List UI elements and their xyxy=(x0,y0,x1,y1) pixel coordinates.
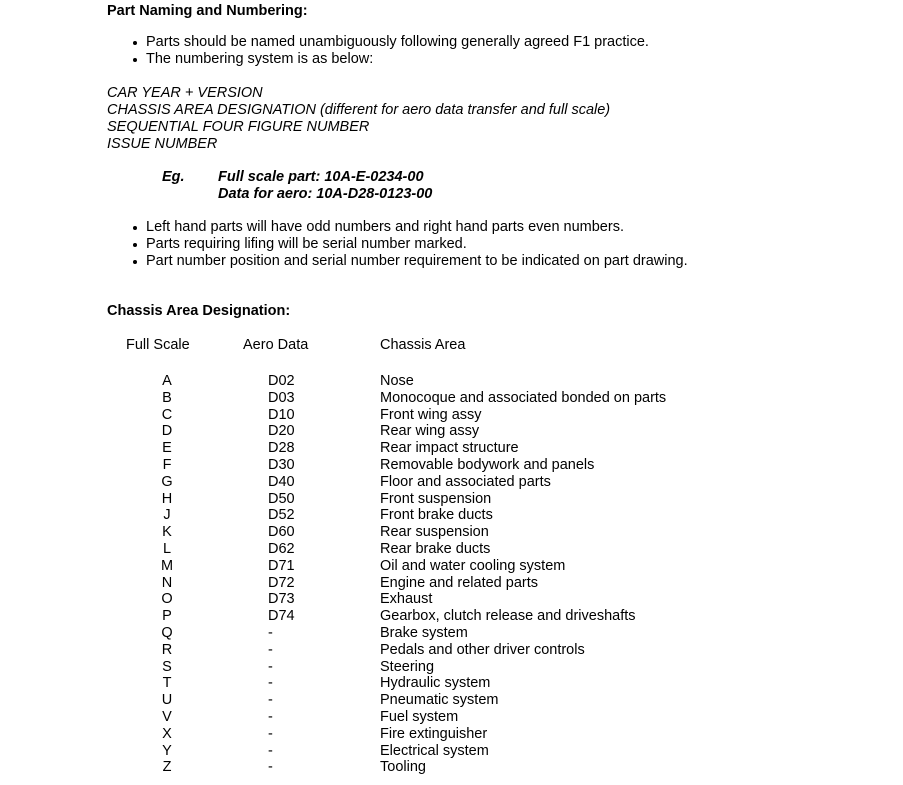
table-row xyxy=(0,507,903,524)
table-row xyxy=(0,474,903,491)
full-scale-cell: L xyxy=(162,540,172,557)
table-row xyxy=(0,491,903,508)
aero-data-cell: D60 xyxy=(268,524,295,541)
table-row xyxy=(0,390,903,407)
full-scale-cell: B xyxy=(162,389,172,406)
table-row xyxy=(0,709,903,726)
table-row xyxy=(0,541,903,558)
aero-data-cell: D28 xyxy=(268,440,295,457)
aero-data-cell: - xyxy=(268,759,273,776)
chassis-area-cell: Monocoque and associated bonded on parts xyxy=(380,389,667,406)
aero-data-cell: D72 xyxy=(268,574,295,591)
page-title: Part Naming and Numbering: xyxy=(107,3,308,19)
bullet-text: Parts requiring lifing will be serial number marked. xyxy=(146,236,467,252)
chassis-area-cell: Rear suspension xyxy=(380,524,489,541)
bullet-icon xyxy=(133,260,137,264)
full-scale-cell: Q xyxy=(161,624,173,641)
chassis-area-cell: Removable bodywork and panels xyxy=(380,456,595,473)
chassis-area-cell: Gearbox, clutch release and driveshafts xyxy=(380,608,636,625)
aero-data-cell: - xyxy=(268,692,273,709)
full-scale-cell: Z xyxy=(162,759,172,776)
table-row xyxy=(0,759,903,776)
example-block xyxy=(162,169,432,203)
aero-data-cell: D74 xyxy=(268,608,295,625)
full-scale-cell: V xyxy=(162,708,172,725)
table-row xyxy=(0,625,903,642)
chassis-area-cell: Rear wing assy xyxy=(380,423,480,440)
table-row xyxy=(0,524,903,541)
table-row xyxy=(0,675,903,692)
bullet-text: Left hand parts will have odd numbers and right hand parts even numbers. xyxy=(146,219,624,235)
chassis-area-cell: Rear brake ducts xyxy=(380,540,491,557)
full-scale-cell: J xyxy=(163,507,171,524)
aero-data-cell: D71 xyxy=(268,557,295,574)
chassis-area-cell: Exhaust xyxy=(380,591,433,608)
list-item xyxy=(133,219,688,236)
table-row xyxy=(0,575,903,592)
chassis-area-cell: Steering xyxy=(380,658,435,675)
chassis-area-cell: Pneumatic system xyxy=(380,692,499,709)
chassis-area-cell: Brake system xyxy=(380,624,468,641)
full-scale-cell: M xyxy=(160,557,174,574)
aero-data-cell: D20 xyxy=(268,423,295,440)
chassis-area-cell: Tooling xyxy=(380,759,426,776)
aero-data-cell: D52 xyxy=(268,507,295,524)
list-item xyxy=(133,253,688,270)
bullet-icon xyxy=(133,41,137,45)
scheme-line: ISSUE NUMBER xyxy=(107,136,218,152)
chassis-area-cell: Pedals and other driver controls xyxy=(380,641,585,658)
table-row xyxy=(0,726,903,743)
full-scale-cell: C xyxy=(161,406,173,423)
full-scale-cell: U xyxy=(161,692,173,709)
list-item xyxy=(133,34,649,51)
bullet-icon xyxy=(133,226,137,230)
list-item xyxy=(133,236,688,253)
example-label: Eg. xyxy=(162,169,185,185)
numbering-scheme xyxy=(107,85,610,153)
aero-data-cell: D40 xyxy=(268,473,295,490)
table-row xyxy=(0,558,903,575)
table-row xyxy=(0,423,903,440)
full-scale-cell: F xyxy=(162,456,172,473)
full-scale-cell: X xyxy=(162,725,172,742)
table-row xyxy=(0,608,903,625)
chassis-area-cell: Rear impact structure xyxy=(380,440,519,457)
table-row xyxy=(0,407,903,424)
full-scale-cell: S xyxy=(162,658,172,675)
bullet-text: The numbering system is as below: xyxy=(146,51,374,67)
aero-data-cell: D50 xyxy=(268,490,295,507)
aero-data-cell: D02 xyxy=(268,373,295,389)
aero-data-cell: - xyxy=(268,675,273,692)
bullet-text: Part number position and serial number requirement to be indicated on part drawing. xyxy=(146,253,688,269)
table-row xyxy=(0,457,903,474)
table-row xyxy=(0,692,903,709)
scheme-line: SEQUENTIAL FOUR FIGURE NUMBER xyxy=(107,119,370,135)
full-scale-cell: N xyxy=(161,574,173,591)
column-header-full-scale: Full Scale xyxy=(126,337,190,353)
table-row xyxy=(0,440,903,457)
bullet-icon xyxy=(133,243,137,247)
chassis-area-cell: Electrical system xyxy=(380,742,489,759)
full-scale-cell: A xyxy=(162,373,172,389)
example-line: Full scale part: 10A-E-0234-00 xyxy=(218,169,424,185)
aero-data-cell: - xyxy=(268,725,273,742)
full-scale-cell: P xyxy=(162,608,172,625)
aero-data-cell: D62 xyxy=(268,540,295,557)
table-row xyxy=(0,743,903,760)
table-row xyxy=(0,659,903,676)
scheme-line: CAR YEAR + VERSION xyxy=(107,85,263,101)
designation-table xyxy=(0,373,903,776)
intro-bullet-list xyxy=(133,34,649,68)
rules-bullet-list xyxy=(133,219,688,270)
chassis-area-cell: Front wing assy xyxy=(380,406,482,423)
full-scale-cell: R xyxy=(161,641,173,658)
chassis-area-cell: Front brake ducts xyxy=(380,507,493,524)
scheme-line: CHASSIS AREA DESIGNATION (different for aero data transfer and full scale) xyxy=(107,102,611,118)
aero-data-cell: - xyxy=(268,641,273,658)
full-scale-cell: O xyxy=(161,591,173,608)
full-scale-cell: Y xyxy=(162,742,172,759)
full-scale-cell: K xyxy=(162,524,172,541)
chassis-area-cell: Oil and water cooling system xyxy=(380,557,566,574)
chassis-area-cell: Nose xyxy=(380,373,414,389)
aero-data-cell: - xyxy=(268,658,273,675)
chassis-area-cell: Fire extinguisher xyxy=(380,725,488,742)
bullet-icon xyxy=(133,58,137,62)
aero-data-cell: - xyxy=(268,624,273,641)
aero-data-cell: D30 xyxy=(268,456,295,473)
chassis-area-cell: Fuel system xyxy=(380,708,459,725)
chassis-area-cell: Hydraulic system xyxy=(380,675,491,692)
full-scale-cell: G xyxy=(161,473,173,490)
full-scale-cell: H xyxy=(161,490,173,507)
table-row xyxy=(0,642,903,659)
chassis-area-cell: Front suspension xyxy=(380,490,492,507)
example-line: Data for aero: 10A-D28-0123-00 xyxy=(218,186,433,202)
chassis-area-cell: Floor and associated parts xyxy=(380,473,551,490)
table-row xyxy=(0,373,903,390)
column-header-aero-data: Aero Data xyxy=(243,337,309,353)
section-title: Chassis Area Designation: xyxy=(107,303,291,319)
full-scale-cell: E xyxy=(162,440,172,457)
chassis-area-cell: Engine and related parts xyxy=(380,574,538,591)
full-scale-cell: T xyxy=(162,675,172,692)
aero-data-cell: D73 xyxy=(268,591,295,608)
bullet-text: Parts should be named unambiguously following generally agreed F1 practice. xyxy=(146,34,649,50)
example-lines xyxy=(218,169,432,203)
list-item xyxy=(133,51,649,68)
aero-data-cell: D03 xyxy=(268,389,295,406)
column-header-chassis-area: Chassis Area xyxy=(380,337,466,353)
table-row xyxy=(0,591,903,608)
aero-data-cell: D10 xyxy=(268,406,295,423)
aero-data-cell: - xyxy=(268,708,273,725)
aero-data-cell: - xyxy=(268,742,273,759)
full-scale-cell: D xyxy=(161,423,173,440)
